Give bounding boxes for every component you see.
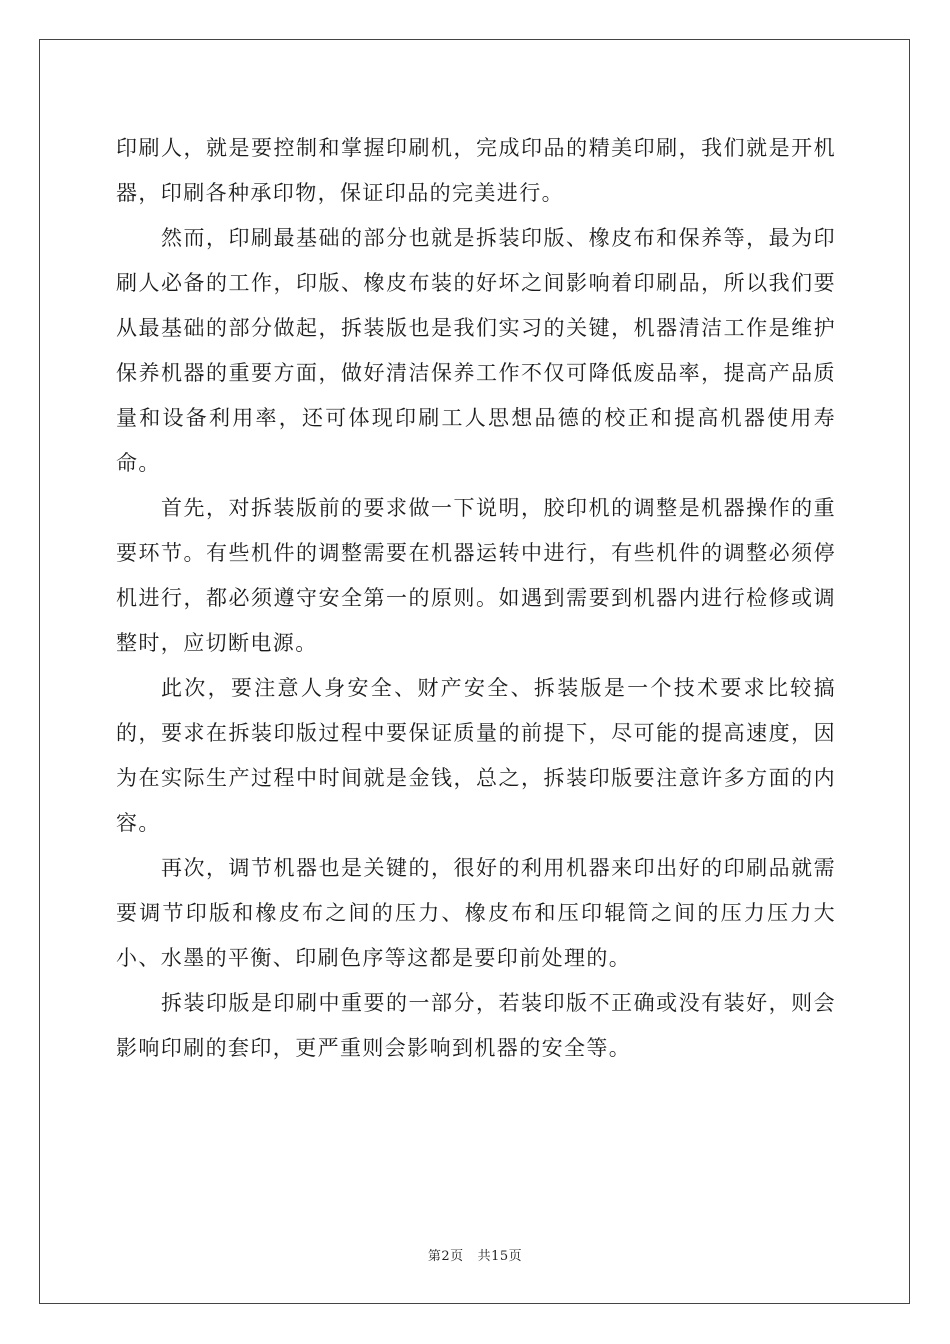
paragraph-2: 然而，印刷最基础的部分也就是拆装印版、橡皮布和保养等，最为印刷人必备的工作，印版、橡皮布装的好坏之间影响着印刷品，所以我们要从最基础的部分做起，拆装版也是我们实习的关键，机器清洁工作是维护保养机器的重要方面，做好清洁保养工作不仅可降低废品率，提高产品质量和设备利用率，还可体现印刷工人思想品德的校正和提高机器使用寿命。 [116,226,836,475]
paragraph-1: 印刷人，就是要控制和掌握印刷机，完成印品的精美印刷，我们就是开机器，印刷各种承印物，保证印品的完美进行。 [116,136,836,205]
document-body [116,126,836,1071]
page-number: 第2页 [427,1249,464,1264]
paragraph-4: 此次，要注意人身安全、财产安全、拆装版是一个技术要求比较搞的，要求在拆装印版过程中要保证质量的前提下，尽可能的提高速度，因为在实际生产过程中时间就是金钱，总之，拆装印版要注意许多方面的内容。 [116,676,836,835]
paragraph-3: 首先，对拆装版前的要求做一下说明，胶印机的调整是机器操作的重要环节。有些机件的调整需要在机器运转中进行，有些机件的调整必须停机进行，都必须遵守安全第一的原则。如遇到需要到机器内进行检修或调整时，应切断电源。 [116,496,836,655]
page-footer [0,1245,950,1264]
page-total: 共15页 [477,1249,523,1264]
paragraph-5: 再次，调节机器也是关键的，很好的利用机器来印出好的印刷品就需要调节印版和橡皮布之间的压力、橡皮布和压印辊筒之间的压力压力大小、水墨的平衡、印刷色序等这都是要印前处理的。 [116,856,836,970]
paragraph-6: 拆装印版是印刷中重要的一部分，若装印版不正确或没有装好，则会影响印刷的套印，更严重则会影响到机器的安全等。 [116,991,836,1060]
